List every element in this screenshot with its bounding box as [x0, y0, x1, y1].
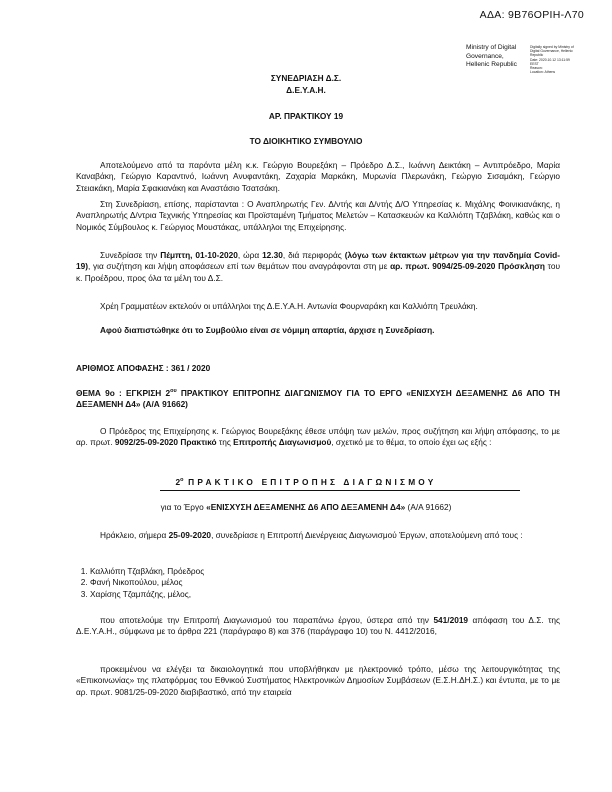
- project-line: για το Έργο «ΕΝΙΣΧΥΣΗ ΔΕΞΑΜΕΝΗΣ Δ6 ΑΠΟ ΔΕΞΑΜΕΝΗ Δ4» (Α/Α 91662): [160, 502, 452, 512]
- subject-heading: ΘΕΜΑ 9ο : ΕΓΚΡΙΣΗ $2^{o\upsilon}$ ΠΡΑΚΤΙΚΟΥ ΕΠΙΤΡΟΠΗΣ ΔΙΑΓΩΝΙΣΜΟΥ ΓΙΑ ΤΟ ΕΡΓΟ «ΕΝΙΣΧΥΣΗ ΔΕΞΑΜΕΝΗΣ Δ6 ΑΠΟ ΤΗ ΔΕΞΑΜΕΝΗ Δ4» (Α/Α 91662): [76, 388, 560, 410]
- board-title: ΤΟ ΔΙΟΙΚΗΤΙΚΟ ΣΥΜΒΟΥΛΙΟ: [249, 136, 363, 146]
- heading-divider: [160, 490, 520, 491]
- quorum-statement: Αφού διαπιστώθηκε ότι το Συμβούλιο είναι σε νόμιμη απαρτία, άρχισε η Συνεδρίαση.: [100, 325, 435, 335]
- list-item: 3. Χαρίσης Τζαμπάζης, μέλος,: [90, 589, 560, 600]
- org-title: Δ.Ε.Υ.Α.Η.: [286, 85, 326, 95]
- list-item: 1. Καλλιόπη Τζαβλάκη, Πρόεδρος: [90, 566, 560, 577]
- review-paragraph: προκειμένου να ελέγξει τα δικαιολογητικά που υποβλήθηκαν με ηλεκτρονικό τρόπο, μέσω της λειτουργικότητας της «Επικοινωνίας» της πλατφόρμας του Εθνικού Συστήματος Ηλεκτρονικών Δημοσίων Συμβάσεων (Ε.Σ.Η.ΔΗ.Σ.) και έντυπα, με το με αρ. πρωτ. 9081/25-09-2020 διαβιβαστικό, από την εταιρεία: [76, 664, 560, 697]
- meeting-title: ΣΥΝΕΔΡΙΑΣΗ Δ.Σ.: [270, 73, 342, 83]
- decision-number: ΑΡΙΘΜΟΣ ΑΠΟΦΑΣΗΣ : 361 / 2020: [76, 363, 211, 373]
- secretaries-paragraph: Χρέη Γραμματέων εκτελούν οι υπάλληλοι της Δ.Ε.Υ.Α.Η. Αντωνία Φουρναράκη και Καλλιόπη Τρευλάκη.: [100, 301, 478, 311]
- appointment-paragraph: που αποτελούμε την Επιτροπή Διαγωνισμού του παραπάνω έργου, ύστερα από την 541/2019 απόφαση του Δ.Σ. της Δ.Ε.Υ.Α.Η., σύμφωνα με το άρθρα 221 (παράγραφο 8) και 376 (παράγραφο 10) του Ν. 4412/2016,: [76, 615, 560, 637]
- minutes-number: ΑΡ. ΠΡΑΚΤΙΚΟΥ 19: [268, 111, 344, 121]
- list-item: 2. Φανή Νικοπούλου, μέλος: [90, 577, 560, 588]
- president-paragraph: Ο Πρόεδρος της Επιχείρησης κ. Γεώργιος Βουρεξάκης έθεσε υπόψη των μελών, προς συζήτηση και λήψη απόφασης, το με αρ. πρωτ. 9092/25-09-2020 Πρακτικό της Επιτροπής Διαγωνισμού, σχετικό με το θέμα, το οποίο έχει ως εξής :: [76, 426, 560, 448]
- attendees-paragraph: Στη Συνεδρίαση, επίσης, παρίστανται : Ο Αναπληρωτής Γεν. Δ/ντής και Δ/ντής Δ/Ο Υπηρεσίας κ. Μιχάλης Φοινικιανάκης, η Αναπληρωτής Δ/ντρια Τεχνικής Υπηρεσίας και Προϊσταμένη Τμήματος Μελετών – Κατασκευών κα Καλλιόπη Τζαβλάκη, καθώς και ο Νομικός Σύμβουλος κ. Γεώργιος Μουστάκας, υπάλληλοι της Επιχείρησης.: [76, 199, 560, 232]
- session-paragraph: Συνεδρίασε την Πέμπτη, 01-10-2020, ώρα 12.30, διά περιφοράς (λόγω των έκτακτων μέτρων για την πανδημία Covid-19), για συζήτηση και λήψη αποφάσεων επί των θεμάτων που αναγράφονται στη με αρ. πρωτ. 9094/25-09-2020 Πρόσκληση του κ. Προέδρου, προς όλα τα μέλη του Δ.Σ.: [76, 250, 560, 283]
- signature-name: Ministry of Digital Governance, Hellenic Republic: [466, 44, 517, 69]
- committee-members-list: [76, 566, 560, 600]
- signature-details: Digitally signed by Ministry of Digital Governance, Hellenic Republic Date: 2020.10.12 13:11:59 EEST Reason: Location: Athens: [530, 45, 574, 75]
- ada-code: ΑΔΑ: 9Β76ΟΡΙΗ-Λ70: [479, 9, 584, 21]
- committee-paragraph: Ηράκλειο, σήμερα 25-09-2020, συνεδρίασε η Επιτροπή Διενέργειας Διαγωνισμού Έργων, αποτελούμενη από τους :: [100, 530, 523, 540]
- minutes-heading: $2^o$ ΠΡΑΚΤΙΚΟ ΕΠΙΤΡΟΠΗΣ ΔΙΑΓΩΝΙΣΜΟΥ: [175, 477, 437, 487]
- members-paragraph: Αποτελούμενο από τα παρόντα μέλη κ.κ. Γεώργιο Βουρεξάκη – Πρόεδρο Δ.Σ., Ιωάννη Δεικτάκη – Αντιπρόεδρο, Μαρία Καναβάκη, Γεώργιο Καραντινό, Ιωάννη Ανυφαντάκη, Ζαχαρία Μαρκάκη, Μυρωνία Πλερωνάκη, Γεώργιο Σισαμάκη, Γεώργιο Στειακάκη, Μαρία Σφακιανάκη και Αναστάσιο Τσατσάκη.: [76, 160, 560, 193]
